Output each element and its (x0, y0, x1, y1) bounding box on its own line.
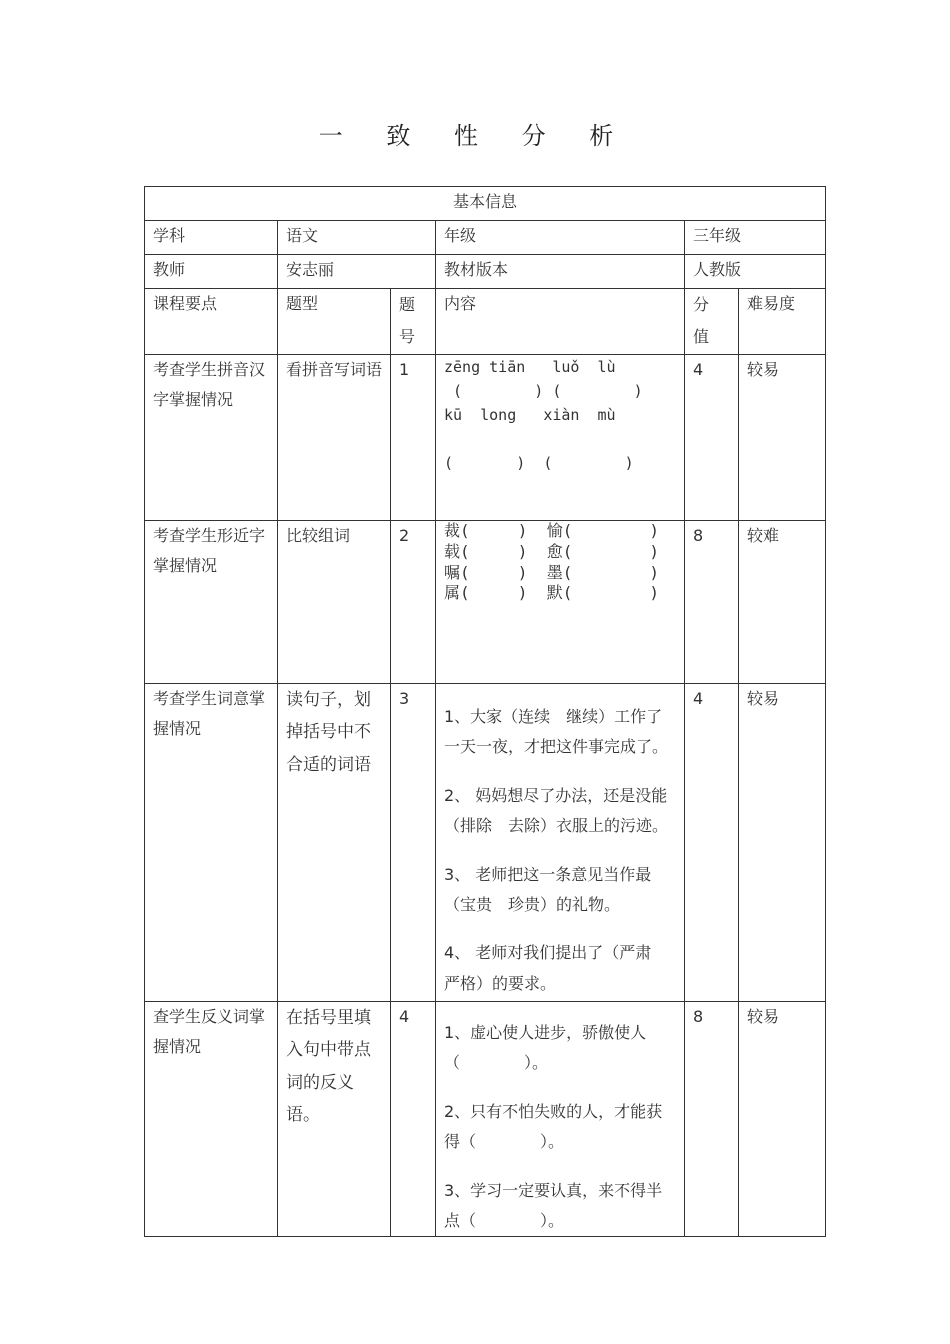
question-item: 2、 妈妈想尽了办法，还是没能（排除 去除）衣服上的污迹。 (444, 785, 669, 836)
row-num: 4 (391, 1002, 436, 1237)
table-row (145, 684, 826, 1002)
header-type: 题型 (278, 289, 391, 355)
header-point: 课程要点 (145, 289, 278, 355)
page-title: 一 致 性 分 析 (318, 122, 632, 150)
row-type: 在括号里填入句中带点词的反义语。 (278, 1002, 391, 1237)
basic-info-header: 基本信息 (145, 187, 826, 221)
row-type: 看拼音写词语 (278, 355, 391, 521)
table-row (145, 521, 826, 684)
row-point: 考查学生词意掌握情况 (145, 684, 278, 1002)
question-item: 1、虚心使人进步，骄傲使人（ ）。 (444, 1023, 647, 1073)
header-score: 分 值 (685, 289, 739, 355)
question-item: 2、只有不怕失败的人，才能获得（ ）。 (444, 1101, 663, 1152)
row-score: 4 (685, 355, 739, 521)
teacher-value: 安志丽 (278, 255, 436, 289)
row-num: 3 (391, 684, 436, 1002)
analysis-table (144, 186, 826, 1237)
row-point: 查学生反义词掌握情况 (145, 1002, 278, 1237)
edition-value: 人教版 (685, 255, 826, 289)
grade-value: 三年级 (685, 221, 826, 255)
row-content: 裁( ) 愉( ) 载( ) 愈( ) 嘱( ) 墨( ) 属( ) 默( ) (444, 521, 660, 603)
row-score: 8 (685, 1002, 739, 1237)
header-num: 题 号 (391, 289, 436, 355)
row-score: 8 (685, 521, 739, 684)
table-row (145, 355, 826, 521)
grade-label: 年级 (436, 221, 685, 255)
row-point: 考查学生拼音汉字掌握情况 (145, 355, 278, 521)
question-item: 1、大家（连续 继续）工作了一天一夜，才把这件事完成了。 (444, 707, 669, 757)
question-item: 4、 老师对我们提出了（严肃 严格）的要求。 (444, 943, 668, 993)
question-item: 3、 老师把这一条意见当作最（宝贵 珍贵）的礼物。 (444, 864, 652, 914)
header-content: 内容 (436, 289, 685, 355)
row-num: 2 (391, 521, 436, 684)
header-difficulty: 难易度 (739, 289, 826, 355)
row-num: 1 (391, 355, 436, 521)
row-content: zēng tiān luǒ lù ( ) ( ) kū long xiàn mù ( ) ( ) (444, 358, 643, 472)
subject-label: 学科 (145, 221, 278, 255)
subject-value: 语文 (278, 221, 436, 255)
row-difficulty: 较易 (739, 1002, 826, 1237)
row-difficulty: 较易 (739, 684, 826, 1002)
question-item: 3、学习一定要认真，来不得半点（ ）。 (444, 1180, 663, 1230)
row-point: 考查学生形近字掌握情况 (145, 521, 278, 684)
row-score: 4 (685, 684, 739, 1002)
row-type: 读句子，划掉括号中不合适的词语 (278, 684, 391, 1002)
row-difficulty: 较难 (739, 521, 826, 684)
edition-label: 教材版本 (436, 255, 685, 289)
table-row (145, 1002, 826, 1237)
teacher-label: 教师 (145, 255, 278, 289)
row-difficulty: 较易 (739, 355, 826, 521)
row-type: 比较组词 (278, 521, 391, 684)
